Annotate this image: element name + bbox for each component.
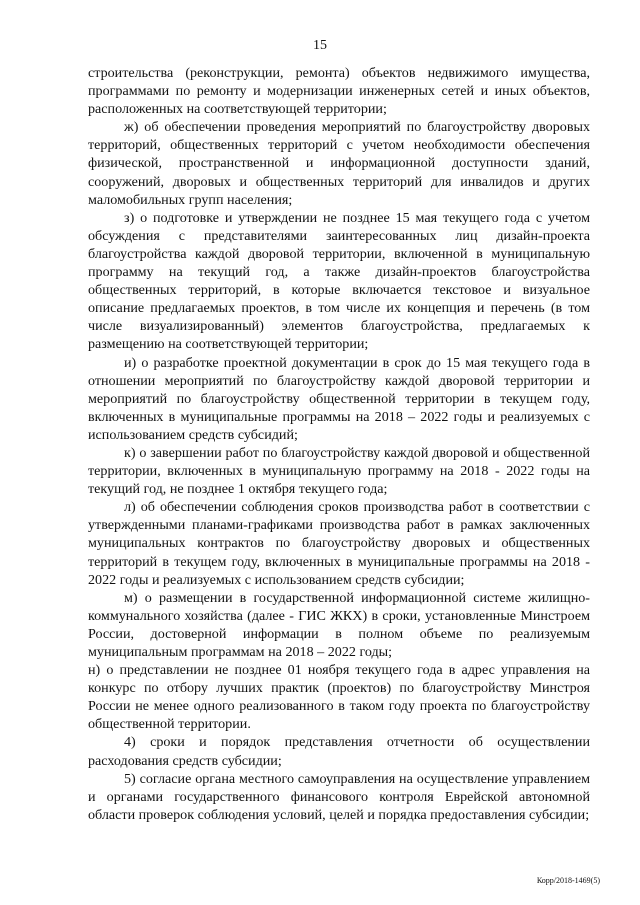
paragraph-item-zh: ж) об обеспечении проведения мероприятий по благоустройству дворовых территорий, общественных территорий с учетом необходимости обеспечения физической, пространственной и информационной доступности зданий, сооружений, дворовых и общественных территорий для инвалидов и других маломобильных групп населения; [88,119,590,208]
paragraph-item-l: л) об обеспечении соблюдения сроков производства работ в соответствии с утвержденными планами-графиками производства работ в рамках заключенных муниципальных контрактов по благоустройству дворовых и общественных территорий в текущем году, включенных в муниципальные программы на 2018 - 2022 годы и реализуемых с использованием средств субсидии; [88,499,590,588]
page-number: 15 [313,38,327,53]
paragraph-item-5: 5) согласие органа местного самоуправления на осуществление управлением и органами государственного финансового контроля Еврейской автономной области проверок соблюдения условий, целей и порядка предоставления субсидии; [88,770,590,823]
paragraph-continuation: строительства (реконструкции, ремонта) объектов недвижимого имущества, программами по ремонту и модернизации инженерных сетей и иных объектов, расположенных на соответствующей территории; [88,65,590,118]
paragraph-item-4: 4) сроки и порядок представления отчетности об осуществлении расходования средств субсидии; [88,734,590,769]
paragraph-item-k: к) о завершении работ по благоустройству каждой дворовой и общественной территории, включенных в муниципальную программу на 2018 - 2022 годы на текущий год, не позднее 1 октября текущего года; [88,444,590,498]
footer-document-code: Корр/2018-1469(5) [536,876,600,885]
document-body [88,64,590,824]
paragraph-item-i: и) о разработке проектной документации в срок до 15 мая текущего года в отношении мероприятий по благоустройству каждой дворовой территории и мероприятий по благоустройству общественной территории в текущем году, включенных в муниципальные программы на 2018 – 2022 годы и реализуемых с использованием средств субсидий; [88,354,590,443]
paragraph-item-m: м) о размещении в государственной информационной системе жилищно-коммунального хозяйства (далее - ГИС ЖКХ) в сроки, установленные Минстроем России, достоверной информации в полном объеме по реализуемым муниципальным программам на 2018 – 2022 годы; [88,589,590,660]
paragraph-item-z: з) о подготовке и утверждении не позднее 15 мая текущего года с учетом обсуждения с представителями заинтересованных лиц дизайн-проекта благоустройства каждой дворовой территории, включенной в муниципальную программу на текущий год, а также дизайн-проектов благоустройства общественных территорий, в которые включается текстовое и визуальное описание предлагаемых проектов, в том числе их концепция и перечень (в том числе визуализированный) элементов благоустройства, предлагаемых к размещению на соответствующей территории; [88,209,590,353]
paragraph-item-n: н) о представлении не позднее 01 ноября текущего года в адрес управления на конкурс по отбору лучших практик (проектов) по благоустройству Минстроя России не менее одного реализованного в таком году проекта по благоустройству общественной территории. [88,662,590,733]
